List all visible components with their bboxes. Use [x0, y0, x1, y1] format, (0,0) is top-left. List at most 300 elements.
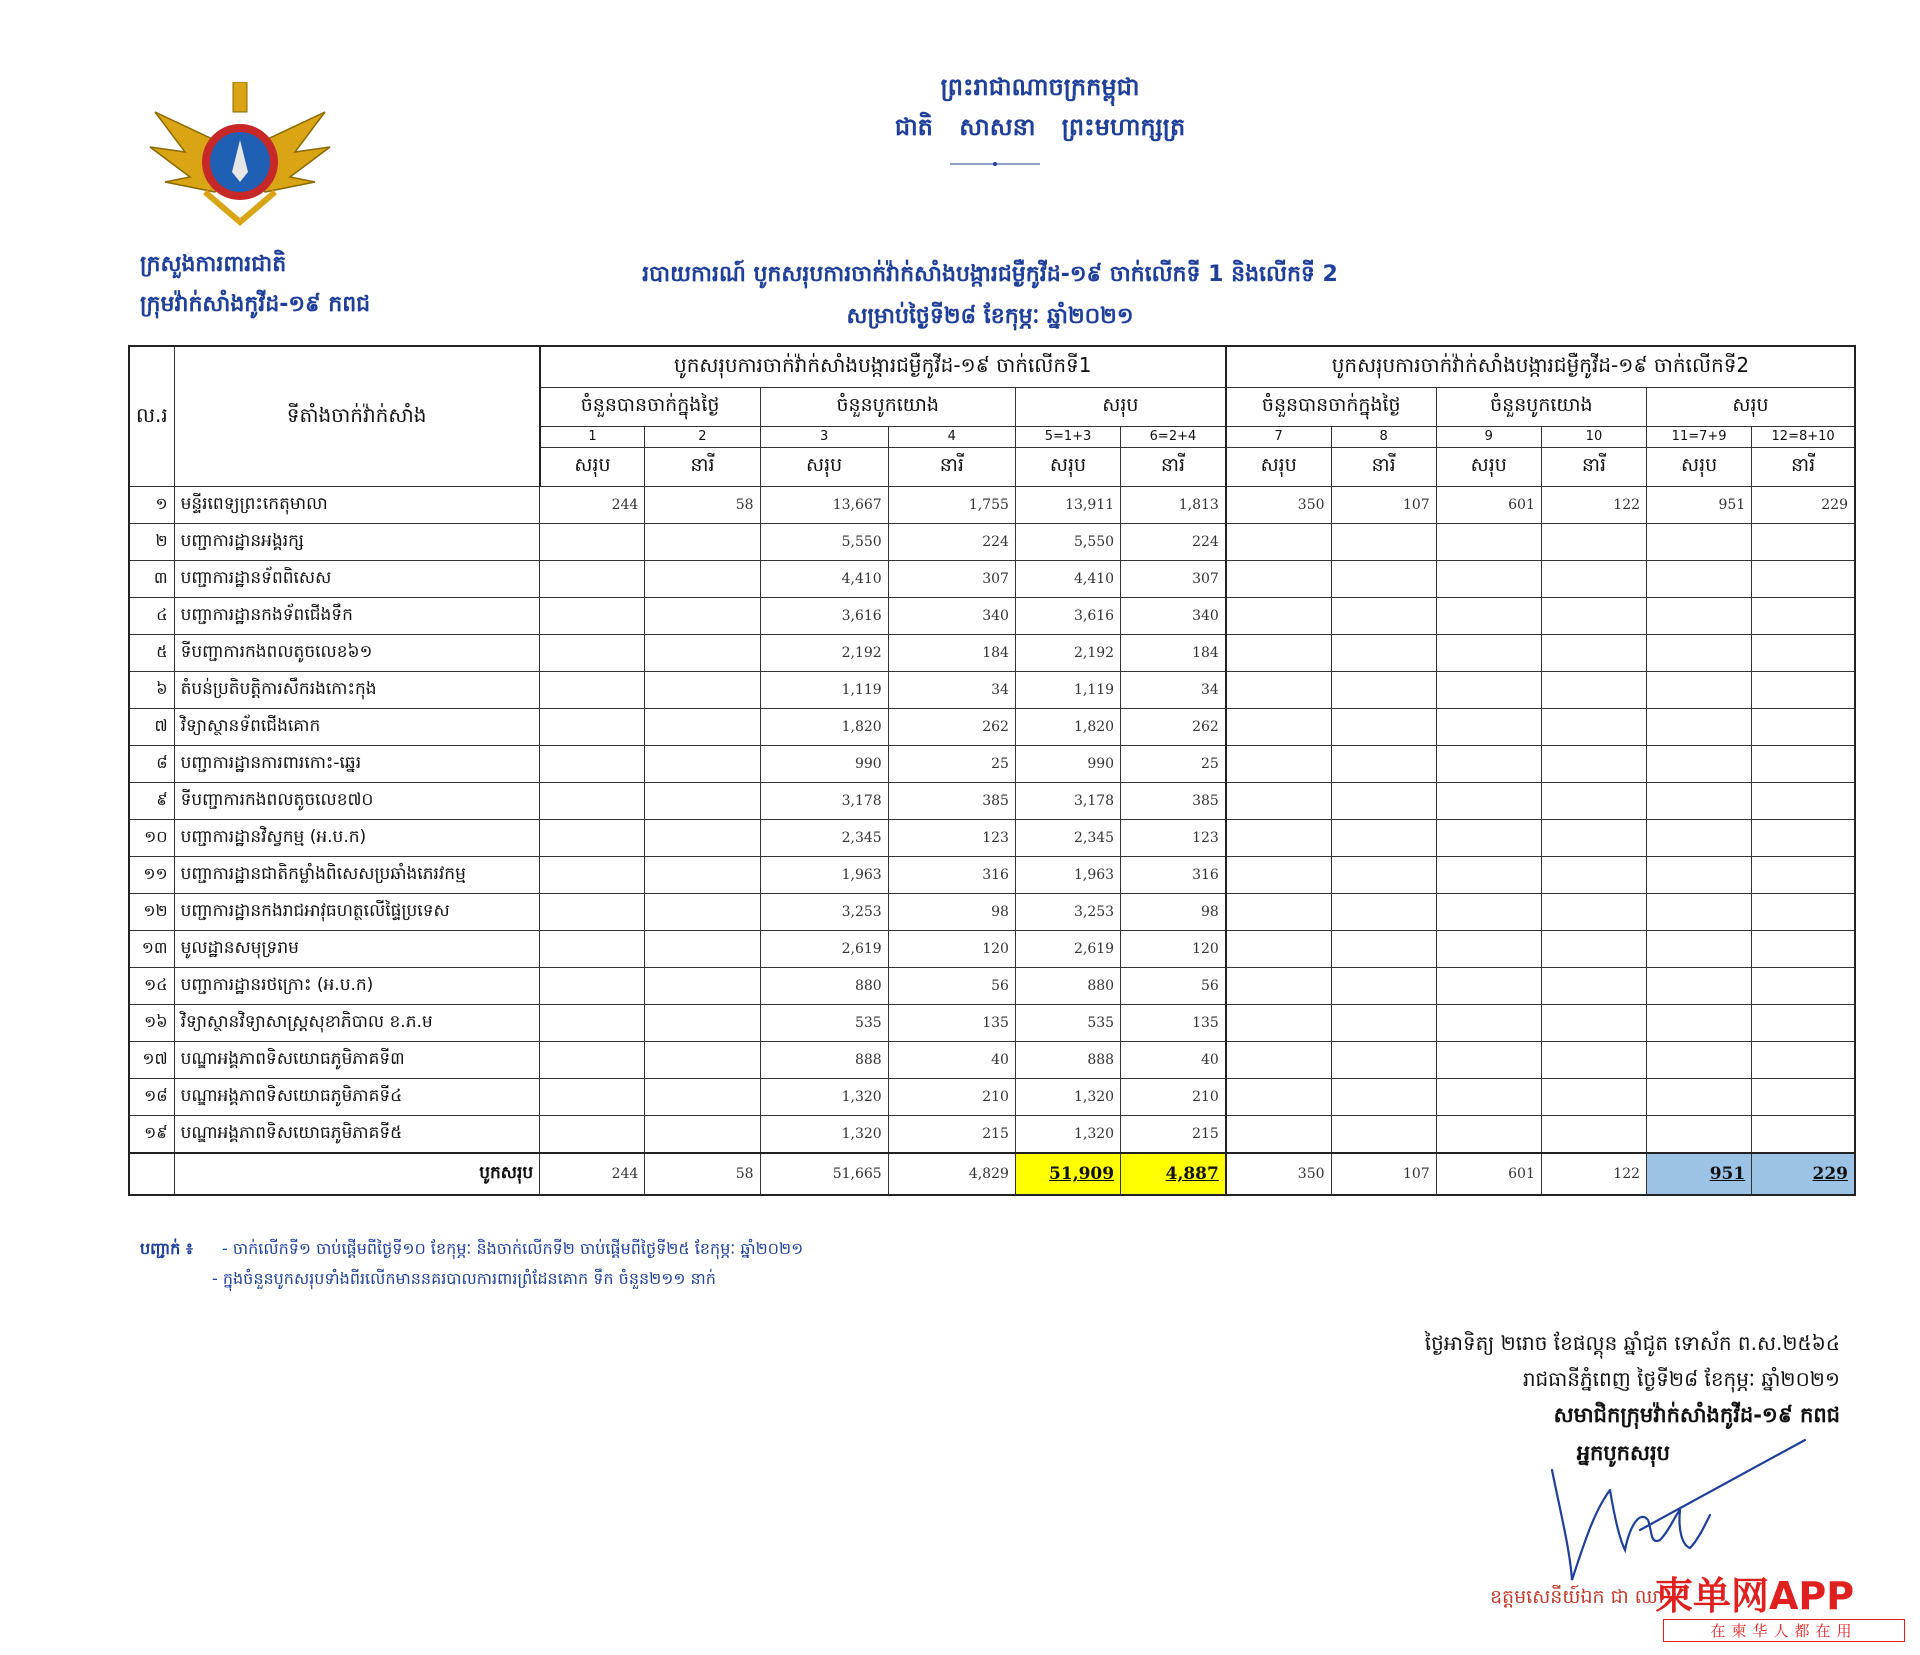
table-row [129, 746, 1855, 783]
value-cell [1331, 709, 1436, 746]
value-cell [645, 672, 760, 709]
row-number: ៥ [129, 635, 174, 672]
table-row [129, 672, 1855, 709]
total-cell: 350 [1226, 1153, 1331, 1195]
value-cell [1226, 561, 1331, 598]
value-cell [1752, 1116, 1855, 1154]
table-row [129, 1042, 1855, 1079]
value-cell [1436, 931, 1541, 968]
value-cell: 34 [888, 672, 1015, 709]
value-cell [1541, 968, 1646, 1005]
total-cell: 51,665 [760, 1153, 888, 1195]
value-cell [1647, 746, 1752, 783]
value-cell [540, 672, 645, 709]
row-number: ១៨ [129, 1079, 174, 1116]
unit-total: សរុប [1647, 448, 1752, 487]
report-subtitle: សម្រាប់ថ្ងៃទី២៨ ខែកុម្ភៈ ឆ្នាំ២០២១ [846, 304, 1134, 329]
value-cell [1541, 746, 1646, 783]
value-cell [1331, 1042, 1436, 1079]
value-cell [1331, 561, 1436, 598]
site-name: វិទ្យាស្ថានវិទ្យាសាស្ត្រសុខាភិបាល ខ.ភ.ម [174, 1005, 540, 1042]
row-number: ១០ [129, 820, 174, 857]
site-name: មន្ទីរពេទ្យព្រះកេតុមាលា [174, 487, 540, 524]
site-name: ទីបញ្ជាការកងពលតូចលេខ៦១ [174, 635, 540, 672]
row-number: ១៤ [129, 968, 174, 1005]
kingdom-heading: ព្រះរាជាណាចក្រកម្ពុជា [940, 73, 1140, 101]
value-cell [540, 598, 645, 635]
row-number: ២ [129, 524, 174, 561]
value-cell: 601 [1436, 487, 1541, 524]
value-cell [540, 931, 645, 968]
col-index: 9 [1436, 427, 1541, 448]
value-cell [645, 1116, 760, 1154]
value-cell [1752, 968, 1855, 1005]
row-number: ១៩ [129, 1116, 174, 1154]
value-cell [1647, 561, 1752, 598]
value-cell [645, 1042, 760, 1079]
col-index: 10 [1541, 427, 1646, 448]
col-index: 1 [540, 427, 645, 448]
value-cell [1331, 1079, 1436, 1116]
value-cell [1436, 709, 1541, 746]
value-cell: 13,667 [760, 487, 888, 524]
value-cell [1752, 857, 1855, 894]
value-cell [1752, 931, 1855, 968]
value-cell [1752, 1079, 1855, 1116]
value-cell [1331, 1005, 1436, 1042]
value-cell: 1,963 [1015, 857, 1120, 894]
value-cell: 2,345 [760, 820, 888, 857]
watermark-tagline: 在柬华人都在用 [1663, 1619, 1905, 1642]
site-name: បញ្ជាការដ្ឋានទ័ពពិសេស [174, 561, 540, 598]
value-cell [1226, 635, 1331, 672]
unit-female: នារី [1331, 448, 1436, 487]
value-cell: 244 [540, 487, 645, 524]
value-cell [1752, 561, 1855, 598]
value-cell [645, 746, 760, 783]
value-cell [1647, 672, 1752, 709]
value-cell [1331, 783, 1436, 820]
dose2-cumulative-header: ចំនួនបូកយោង [1436, 388, 1646, 427]
value-cell [1226, 709, 1331, 746]
value-cell: 262 [1121, 709, 1226, 746]
value-cell [1541, 857, 1646, 894]
row-number: ១៣ [129, 931, 174, 968]
value-cell [1436, 857, 1541, 894]
site-name: បញ្ជាការដ្ឋានជាតិកម្លាំងពិសេសប្រឆាំងភេរវកម្ម [174, 857, 540, 894]
value-cell [1752, 709, 1855, 746]
value-cell [1331, 894, 1436, 931]
row-number: ៨ [129, 746, 174, 783]
value-cell [540, 857, 645, 894]
value-cell: 224 [1121, 524, 1226, 561]
value-cell [540, 1005, 645, 1042]
value-cell [1331, 968, 1436, 1005]
value-cell: 1,820 [760, 709, 888, 746]
value-cell [645, 931, 760, 968]
site-name: មូលដ្ឋានសមុទ្ររាម [174, 931, 540, 968]
value-cell [1436, 894, 1541, 931]
value-cell [1541, 561, 1646, 598]
value-cell: 123 [888, 820, 1015, 857]
value-cell [1752, 524, 1855, 561]
col-index: 4 [888, 427, 1015, 448]
row-number: ៦ [129, 672, 174, 709]
table-row [129, 820, 1855, 857]
value-cell: 5,550 [760, 524, 888, 561]
value-cell [1541, 1042, 1646, 1079]
value-cell: 224 [888, 524, 1015, 561]
value-cell [540, 820, 645, 857]
value-cell [1541, 820, 1646, 857]
lunar-date: ថ្ងៃអាទិត្យ ២រោច ខែផល្គុន ឆ្នាំជូត ទោស័ក ព.ស.២៥៦៤ [1424, 1331, 1840, 1355]
value-cell: 229 [1752, 487, 1855, 524]
value-cell: 210 [888, 1079, 1015, 1116]
value-cell [1752, 783, 1855, 820]
value-cell: 2,345 [1015, 820, 1120, 857]
value-cell [1331, 1116, 1436, 1154]
value-cell [1436, 672, 1541, 709]
value-cell [1331, 931, 1436, 968]
value-cell [540, 746, 645, 783]
value-cell: 1,820 [1015, 709, 1120, 746]
value-cell: 98 [1121, 894, 1226, 931]
value-cell [1752, 598, 1855, 635]
value-cell: 3,616 [760, 598, 888, 635]
value-cell: 1,320 [1015, 1116, 1120, 1154]
value-cell: 3,616 [1015, 598, 1120, 635]
value-cell [1331, 524, 1436, 561]
value-cell: 3,178 [1015, 783, 1120, 820]
value-cell [645, 968, 760, 1005]
unit-total: សរុប [1015, 448, 1120, 487]
value-cell: 3,178 [760, 783, 888, 820]
value-cell [540, 1116, 645, 1154]
value-cell [1647, 1042, 1752, 1079]
value-cell [1331, 746, 1436, 783]
value-cell [1541, 672, 1646, 709]
value-cell [1436, 524, 1541, 561]
site-name: តំបន់ប្រតិបត្តិការសឹករងកោះកុង [174, 672, 540, 709]
value-cell [1752, 635, 1855, 672]
value-cell: 2,619 [1015, 931, 1120, 968]
value-cell: 990 [1015, 746, 1120, 783]
row-number: ៣ [129, 561, 174, 598]
value-cell: 880 [1015, 968, 1120, 1005]
value-cell: 25 [1121, 746, 1226, 783]
value-cell [1541, 1079, 1646, 1116]
dose1-daily-header: ចំនួនបានចាក់ក្នុងថ្ងៃ [540, 388, 760, 427]
value-cell: 120 [888, 931, 1015, 968]
value-cell [1226, 968, 1331, 1005]
value-cell: 990 [760, 746, 888, 783]
value-cell [645, 820, 760, 857]
total-cell: 58 [645, 1153, 760, 1195]
value-cell [540, 1079, 645, 1116]
watermark-brand: 柬单网APP [1655, 1574, 1855, 1618]
value-cell [1752, 672, 1855, 709]
value-cell [1541, 894, 1646, 931]
value-cell [1752, 820, 1855, 857]
value-cell: 4,410 [1015, 561, 1120, 598]
value-cell: 25 [888, 746, 1015, 783]
value-cell: 40 [1121, 1042, 1226, 1079]
unit-total: សរុប [540, 448, 645, 487]
site-name: បញ្ជាការដ្ឋានការពារកោះ-ឆ្នេរ [174, 746, 540, 783]
value-cell [1752, 1005, 1855, 1042]
value-cell [1226, 857, 1331, 894]
table-row [129, 931, 1855, 968]
value-cell: 210 [1121, 1079, 1226, 1116]
value-cell [1436, 1005, 1541, 1042]
value-cell [540, 709, 645, 746]
col-site-header: ទីតាំងចាក់វ៉ាក់សាំង [174, 346, 540, 487]
value-cell [1752, 746, 1855, 783]
value-cell: 307 [888, 561, 1015, 598]
value-cell: 98 [888, 894, 1015, 931]
value-cell [645, 1079, 760, 1116]
table-row [129, 1079, 1855, 1116]
value-cell: 5,550 [1015, 524, 1120, 561]
value-cell [1647, 783, 1752, 820]
site-name: បញ្ជាការដ្ឋានកងរាជអាវុធហត្ថលើផ្ទៃប្រទេស [174, 894, 540, 931]
value-cell: 1,963 [760, 857, 888, 894]
value-cell [1647, 931, 1752, 968]
value-cell [645, 598, 760, 635]
value-cell: 107 [1331, 487, 1436, 524]
col-no-header: ល.រ [129, 346, 174, 487]
ministry-name: ក្រសួងការពារជាតិ [140, 252, 287, 277]
total-cell: 601 [1436, 1153, 1541, 1195]
dose2-daily-header: ចំនួនបានចាក់ក្នុងថ្ងៃ [1226, 388, 1436, 427]
value-cell: 307 [1121, 561, 1226, 598]
value-cell [1647, 598, 1752, 635]
unit-total: សរុប [1226, 448, 1331, 487]
value-cell [540, 561, 645, 598]
value-cell [1226, 1079, 1331, 1116]
table-row [129, 968, 1855, 1005]
value-cell: 350 [1226, 487, 1331, 524]
unit-total: សរុប [1436, 448, 1541, 487]
table-row [129, 561, 1855, 598]
signer-name: ឧត្តមសេនីយ៍ឯក ជា ឈា [1490, 1586, 1664, 1608]
value-cell [1436, 1042, 1541, 1079]
value-cell [1436, 561, 1541, 598]
total-cell: 244 [540, 1153, 645, 1195]
note-line-1: - ចាក់លើកទី១ ចាប់ផ្ដើមពីថ្ងៃទី១០ ខែកុម្ភៈ និងចាក់លើកទី២ ចាប់ផ្ដើមពីថ្ងៃទី២៥ ខែកុម្ភៈ ឆ្នាំ២០២១ [222, 1239, 804, 1258]
row-number: ១១ [129, 857, 174, 894]
value-cell [1436, 1116, 1541, 1154]
value-cell [645, 857, 760, 894]
total-cell: 51,909 [1015, 1153, 1120, 1195]
note-line-2: - ក្នុងចំនួនបូកសរុបទាំងពីរលើកមាននគរបាលការពារព្រំដែនគោក ទឹក ចំនួន២១១ នាក់ [212, 1269, 716, 1288]
value-cell: 1,320 [760, 1116, 888, 1154]
value-cell: 184 [1121, 635, 1226, 672]
value-cell [1331, 635, 1436, 672]
value-cell: 13,911 [1015, 487, 1120, 524]
unit-female: នារី [888, 448, 1015, 487]
notes-label: បញ្ជាក់ ៖ [140, 1239, 193, 1258]
value-cell [1436, 820, 1541, 857]
value-cell: 385 [888, 783, 1015, 820]
signer-role: អ្នកបូកសរុប [1576, 1441, 1670, 1465]
value-cell [645, 561, 760, 598]
value-cell [645, 524, 760, 561]
table-row [129, 1005, 1855, 1042]
value-cell: 123 [1121, 820, 1226, 857]
value-cell [1647, 709, 1752, 746]
value-cell: 385 [1121, 783, 1226, 820]
total-row [129, 1153, 1855, 1195]
site-name: បញ្ជាការដ្ឋានវិស្វកម្ម (អ.ប.ក) [174, 820, 540, 857]
col-index: 2 [645, 427, 760, 448]
site-name: បណ្ឌាអង្គភាពទិសយោធភូមិភាគទី៣ [174, 1042, 540, 1079]
value-cell: 56 [888, 968, 1015, 1005]
value-cell [645, 709, 760, 746]
value-cell [1331, 598, 1436, 635]
value-cell: 135 [888, 1005, 1015, 1042]
value-cell [1331, 672, 1436, 709]
value-cell [1226, 524, 1331, 561]
value-cell [1541, 783, 1646, 820]
table-row [129, 857, 1855, 894]
value-cell [1226, 1005, 1331, 1042]
value-cell: 2,619 [760, 931, 888, 968]
table-row [129, 524, 1855, 561]
dose1-group-header: បូកសរុបការចាក់វ៉ាក់សាំងបង្ការជម្ងឺកូវីដ-១៩ ចាក់លើកទី1 [540, 346, 1226, 388]
value-cell: 1,320 [1015, 1079, 1120, 1116]
site-name: បញ្ជាការដ្ឋានកងទ័ពជើងទឹក [174, 598, 540, 635]
value-cell [1226, 1042, 1331, 1079]
table-row [129, 635, 1855, 672]
vaccination-table [128, 345, 1856, 1196]
value-cell [540, 635, 645, 672]
value-cell [1647, 524, 1752, 561]
value-cell: 122 [1541, 487, 1646, 524]
value-cell [1226, 672, 1331, 709]
site-name: បណ្ឌាអង្គភាពទិសយោធភូមិភាគទី៤ [174, 1079, 540, 1116]
value-cell [1226, 894, 1331, 931]
row-number: ១ [129, 487, 174, 524]
row-number: ៩ [129, 783, 174, 820]
value-cell [1436, 635, 1541, 672]
value-cell: 4,410 [760, 561, 888, 598]
value-cell: 3,253 [1015, 894, 1120, 931]
value-cell [1436, 968, 1541, 1005]
value-cell [1541, 931, 1646, 968]
value-cell: 34 [1121, 672, 1226, 709]
value-cell: 1,119 [760, 672, 888, 709]
value-cell [1647, 1079, 1752, 1116]
value-cell [1647, 968, 1752, 1005]
value-cell [645, 635, 760, 672]
table-row [129, 894, 1855, 931]
value-cell: 951 [1647, 487, 1752, 524]
value-cell [1541, 524, 1646, 561]
value-cell [645, 1005, 760, 1042]
unit-female: នារី [1752, 448, 1855, 487]
value-cell [645, 894, 760, 931]
row-number: ១៧ [129, 1042, 174, 1079]
value-cell [540, 894, 645, 931]
value-cell [1436, 598, 1541, 635]
col-index: 12=8+10 [1752, 427, 1855, 448]
report-title: របាយការណ៍ បូកសរុបការចាក់វ៉ាក់សាំងបង្ការជម្ងឺកូវីដ-១៩ ចាក់លើកទី 1 និងលើកទី 2 [642, 262, 1338, 287]
value-cell: 184 [888, 635, 1015, 672]
table-row [129, 598, 1855, 635]
value-cell: 535 [760, 1005, 888, 1042]
value-cell [645, 783, 760, 820]
value-cell: 316 [888, 857, 1015, 894]
value-cell [1647, 820, 1752, 857]
value-cell [1647, 1005, 1752, 1042]
col-index: 7 [1226, 427, 1331, 448]
value-cell: 316 [1121, 857, 1226, 894]
value-cell [1331, 820, 1436, 857]
value-cell [1541, 635, 1646, 672]
dose1-total-header: សរុប [1015, 388, 1225, 427]
value-cell [1226, 931, 1331, 968]
unit-total: សរុប [760, 448, 888, 487]
dose2-group-header: បូកសរុបការចាក់វ៉ាក់សាំងបង្ការជម្ងឺកូវីដ-១៩ ចាក់លើកទី2 [1226, 346, 1855, 388]
value-cell [1226, 598, 1331, 635]
dose1-cumulative-header: ចំនួនបូកយោង [760, 388, 1015, 427]
row-number: ៤ [129, 598, 174, 635]
col-index: 3 [760, 427, 888, 448]
value-cell [1647, 1116, 1752, 1154]
signing-date: រាជធានីភ្នំពេញ ថ្ងៃទី២៨ ខែកុម្ភៈ ឆ្នាំ២០២១ [1522, 1367, 1840, 1391]
value-cell [1752, 1042, 1855, 1079]
value-cell [1226, 820, 1331, 857]
total-cell: 107 [1331, 1153, 1436, 1195]
col-index: 6=2+4 [1121, 427, 1226, 448]
row-number: ១២ [129, 894, 174, 931]
total-cell: 229 [1752, 1153, 1855, 1195]
total-label: បូកសរុប [174, 1153, 540, 1195]
value-cell [1541, 598, 1646, 635]
value-cell [1436, 1079, 1541, 1116]
value-cell: 3,253 [760, 894, 888, 931]
value-cell: 56 [1121, 968, 1226, 1005]
value-cell: 2,192 [760, 635, 888, 672]
table-row [129, 709, 1855, 746]
col-index: 8 [1331, 427, 1436, 448]
value-cell: 2,192 [1015, 635, 1120, 672]
watermark [1655, 1565, 1915, 1653]
value-cell [1436, 783, 1541, 820]
value-cell [1752, 894, 1855, 931]
divider-ornament [950, 160, 1040, 168]
value-cell: 1,119 [1015, 672, 1120, 709]
site-name: បញ្ជាការដ្ឋានរថក្រោះ (អ.ប.ក) [174, 968, 540, 1005]
signer-organization: សមាជិកក្រុមវ៉ាក់សាំងកូវីដ-១៩ កពជ [1553, 1403, 1840, 1427]
value-cell [1647, 894, 1752, 931]
unit-female: នារី [1121, 448, 1226, 487]
value-cell: 215 [888, 1116, 1015, 1154]
site-name: វិទ្យាស្ថានទ័ពជើងគោក [174, 709, 540, 746]
value-cell: 135 [1121, 1005, 1226, 1042]
value-cell: 1,813 [1121, 487, 1226, 524]
table-body [129, 487, 1855, 1196]
unit-female: នារី [1541, 448, 1646, 487]
table-row [129, 487, 1855, 524]
value-cell [1541, 1116, 1646, 1154]
national-motto: ជាតិ សាសនា ព្រះមហាក្សត្រ [894, 113, 1186, 141]
value-cell: 1,755 [888, 487, 1015, 524]
value-cell [540, 783, 645, 820]
value-cell [1436, 746, 1541, 783]
row-number: ៧ [129, 709, 174, 746]
